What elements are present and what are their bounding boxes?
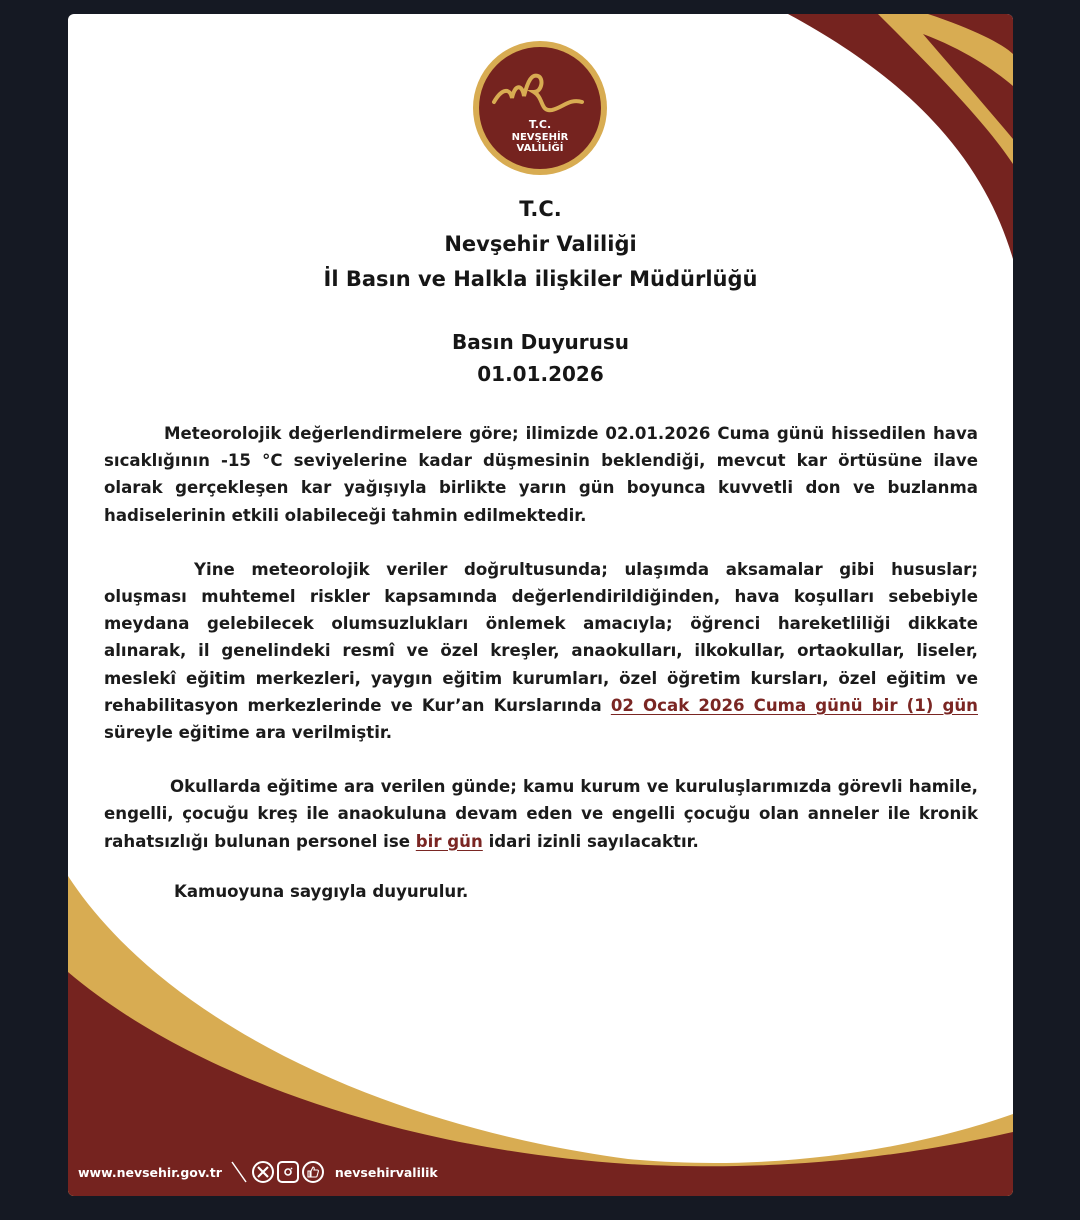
notice-title: Basın Duyurusu: [451, 330, 630, 354]
p3-text-after: idari izinli sayılacaktır.: [482, 831, 699, 851]
logo-text-tc: T.C.: [528, 118, 552, 131]
notice-heading: [68, 326, 1013, 390]
announcement-body: [104, 420, 978, 882]
divider-icon: [230, 1160, 248, 1184]
instagram-icon[interactable]: [277, 1161, 299, 1183]
p2-underlined-date: 02 Ocak 2026 Cuma günü bir (1) gün: [610, 695, 978, 715]
website-link[interactable]: www.nevsehir.gov.tr: [78, 1164, 222, 1180]
footer: [78, 1160, 438, 1184]
logo-text-nevsehir: NEVŞEHİR: [511, 132, 569, 143]
header-directorate: İl Basın ve Halkla ilişkiler Müdürlüğü: [323, 267, 758, 291]
p2-text-before: Yine meteorolojik veriler doğrultusunda; ulaşımda aksamalar gibi hususlar; oluşması muhtemel riskler kapsamında değerlendirildiğinden, hava koşulları sebebiyle meydana gelebilecek olumsuzlukları önlemek amacıyla; öğrenci hareketliliği dikkate alınarak, il genelindeki resmî ve özel kreşler, anaokulları, ilkokullar, ortaokullar, liseler, meslekî eğitim merkezleri, yaygın eğitim kurumları, özel öğretim kursları, özel eğitim ve rehabilitasyon merkezlerinde ve Kur’an Kurslarında: [104, 559, 978, 715]
notice-date: 01.01.2026: [477, 362, 604, 386]
valilik-logo: [472, 40, 608, 176]
header-valilik: Nevşehir Valiliği: [444, 232, 637, 256]
closing-line: Kamuoyuna saygıyla duyurulur.: [174, 882, 469, 901]
paragraph-weather: Meteorolojik değerlendirmelere göre; ilimizde 02.01.2026 Cuma günü hissedilen hava sıcaklığının -15 °C seviyelerine kadar düşmesinin beklendiği, mevcut kar örtüsüne ilave olarak gerçekleşen kar yağışıyla birlikte yarın gün boyunca kuvvetli don ve buzlanma hadiselerinin etkili olabileceği tahmin edilmektedir.: [104, 424, 978, 525]
p2-text-after: süreyle eğitime ara verilmiştir.: [104, 723, 393, 743]
facebook-like-icon[interactable]: [302, 1161, 324, 1183]
x-icon[interactable]: [252, 1161, 274, 1183]
p3-text-before: Okullarda eğitime ara verilen günde; kamu kurum ve kuruluşlarımızda görevli hamile, engelli, çocuğu kreş ile anaokuluna devam eden ve engelli çocuğu olan anneler ile kronik rahatsızlığı bulunan personel ise: [104, 777, 978, 851]
social-handle[interactable]: nevsehirvalilik: [334, 1164, 438, 1180]
paragraph-school-closure: [104, 556, 978, 746]
paragraph-staff-leave: [104, 773, 978, 855]
logo-text-valiligi: VALİLİĞİ: [516, 143, 564, 154]
p3-underlined-duration: bir gün: [415, 831, 483, 851]
header-tc: T.C.: [519, 197, 562, 221]
letterhead: [68, 192, 1013, 297]
press-release-page: [68, 14, 1013, 1196]
